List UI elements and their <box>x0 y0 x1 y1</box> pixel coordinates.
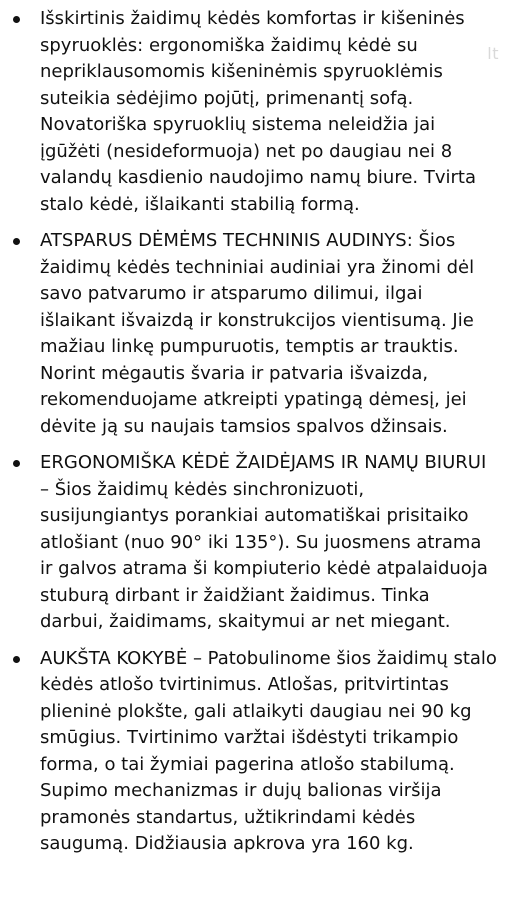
feature-bullet-comfort <box>0 6 507 218</box>
watermark-text: lt <box>487 44 499 63</box>
bullet-dot-icon <box>13 460 20 467</box>
bullet-text: ATSPARUS DĖMĖMS TECHNINIS AUDINYS: Šios žaidimų kėdės techniniai audiniai yra žinomi dėl savo patvarumo ir atsparumo dilimui, ilgai išlaikant išvaizdą ir konstrukcijos vientisumą. Jie mažiau linkę pumpuruotis, temptis ar trauktis. Norint mėgautis švaria ir patvaria išvaizda, rekomenduojame atkreipti ypatingą dėmesį, jei dėvite ją su naujais tamsios spalvos džinsais. <box>40 230 475 437</box>
feature-bullet-ergonomics <box>0 450 507 636</box>
feature-bullet-fabric <box>0 228 507 440</box>
bullet-text: ERGONOMIŠKA KĖDĖ ŽAIDĖJAMS IR NAMŲ BIURUI – Šios žaidimų kėdės sinchronizuoti, susijungiantys porankiai automatiškai prisitaiko atlošiant (nuo 90° iki 135°). Su juosmens atrama ir galvos atrama ši kompiuterio kėdė atpalaiduoja stuburą dirbant ir žaidžiant žaidimus. Tinka darbui, žaidimams, skaitymui ar net miegant. <box>40 452 488 632</box>
bullet-dot-icon <box>13 656 20 663</box>
bullet-text: Išskirtinis žaidimų kėdės komfortas ir kišeninės spyruoklės: ergonomiška žaidimų kėdė su nepriklausomomis kišeninėmis spyruoklėmis suteikia sėdėjimo pojūtį, primenantį sofą. Novatoriška spyruoklių sistema neleidžia jai įgūžėti (nesideformuoja) net po daugiau nei 8 valandų kasdienio naudojimo namų biure. Tvirta stalo kėdė, išlaikanti stabilią formą. <box>40 8 476 215</box>
feature-bullet-list <box>0 6 507 868</box>
bullet-dot-icon <box>13 238 20 245</box>
bullet-dot-icon <box>13 16 20 23</box>
feature-bullet-quality <box>0 646 507 858</box>
bullet-text: AUKŠTA KOKYBĖ – Patobulinome šios žaidimų stalo kėdės atlošo tvirtinimus. Atlošas, pritvirtintas plieninė plokšte, gali atlaikyti daugiau nei 90 kg smūgius. Tvirtinimo varžtai išdėstyti trikampio forma, o tai žymiai pagerina atlošo stabilumą. Supimo mechanizmas ir dujų balionas viršija pramonės standartus, užtikrindami kėdės saugumą. Didžiausia apkrova yra 160 kg. <box>40 647 497 854</box>
